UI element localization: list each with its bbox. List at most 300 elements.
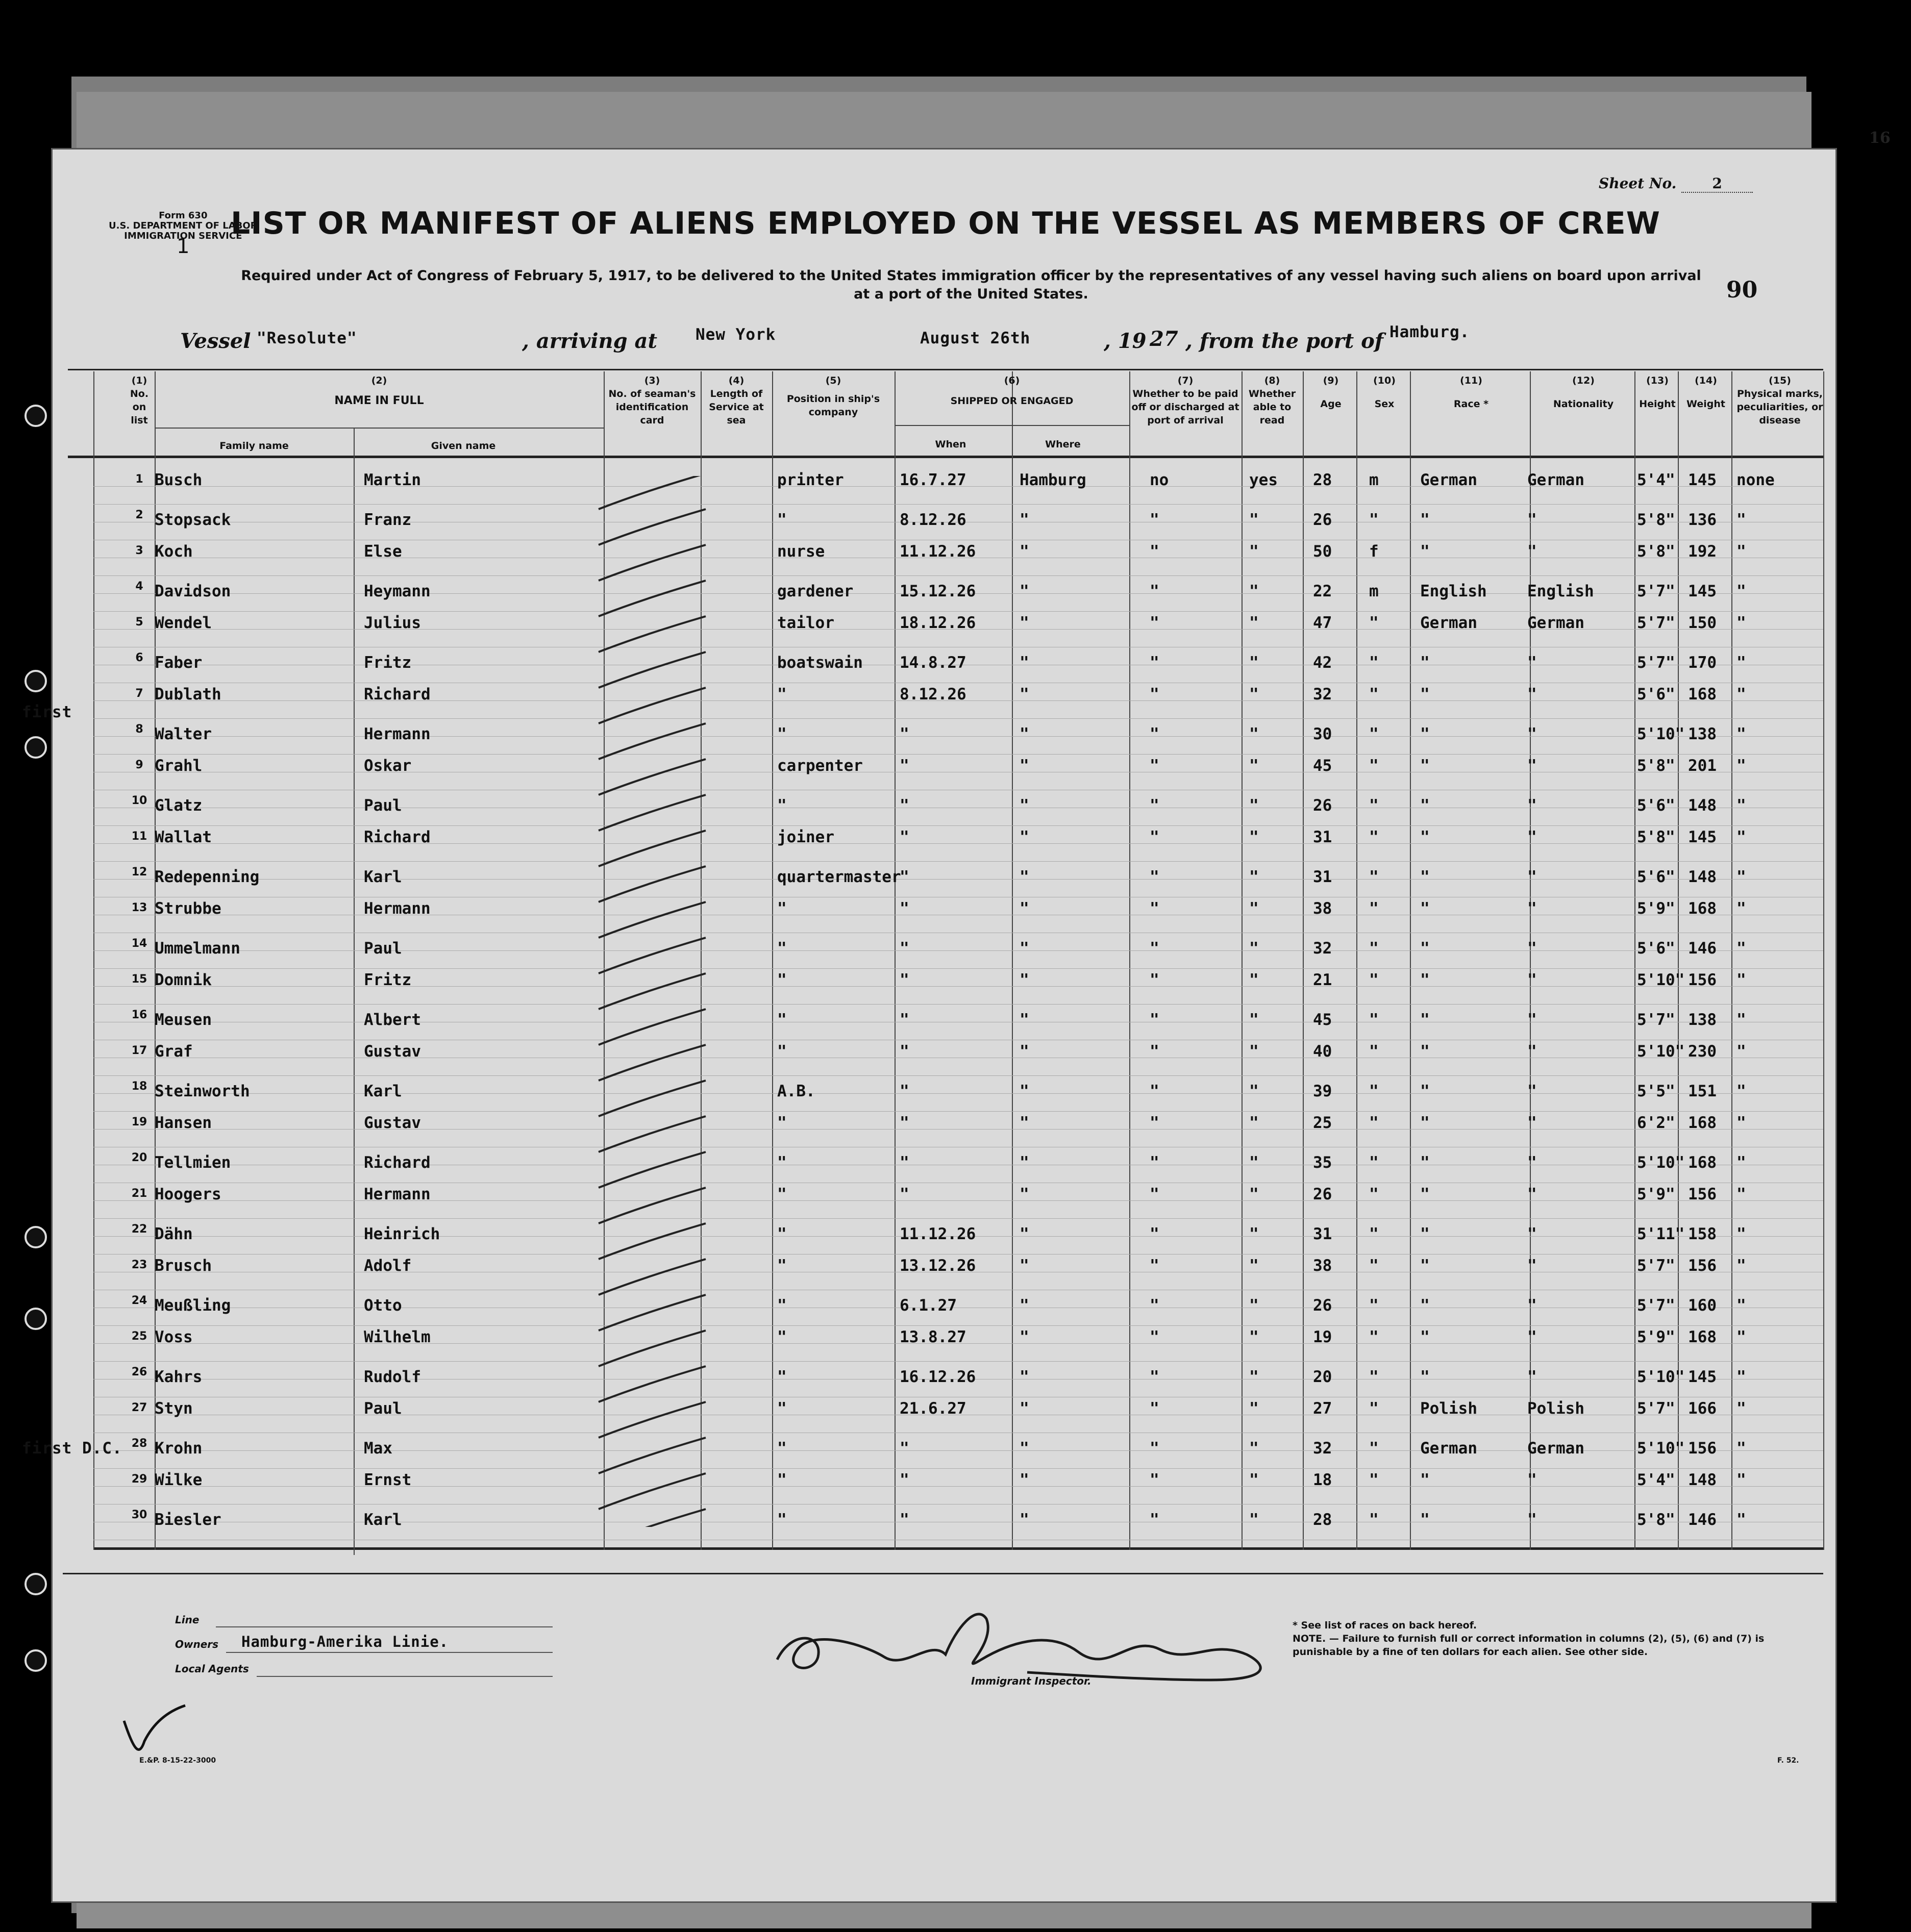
weight-cell: 148 (1688, 1471, 1717, 1489)
shipped-where-cell: " (1020, 757, 1029, 775)
position-cell: " (777, 1328, 787, 1346)
sex-cell: " (1369, 1225, 1379, 1243)
nationality-cell: " (1527, 796, 1537, 815)
paid-off-cell: " (1150, 757, 1159, 775)
sex-cell: " (1369, 1185, 1379, 1203)
check-stroke (599, 1473, 706, 1509)
given-name-cell: Karl (364, 1511, 402, 1529)
race-cell: German (1420, 471, 1477, 489)
age-cell: 32 (1313, 1439, 1332, 1458)
physical-marks-cell: " (1736, 582, 1746, 600)
paid-off-cell: " (1150, 868, 1159, 886)
check-stroke (599, 973, 706, 1009)
age-cell: 45 (1313, 1011, 1332, 1029)
check-stroke (599, 1438, 706, 1473)
family-name-cell: Brusch (155, 1257, 212, 1275)
column-rule (1356, 371, 1357, 1550)
row-number-cell: 14 (131, 937, 147, 950)
weight-cell: 192 (1688, 542, 1717, 561)
position-cell: " (777, 685, 787, 704)
ruled-line (93, 1075, 1823, 1076)
row-number-cell: 30 (131, 1509, 147, 1521)
weight-cell: 145 (1688, 582, 1717, 600)
family-name-cell: Redepenning (155, 868, 260, 886)
paid-off-cell: " (1150, 1153, 1159, 1172)
physical-marks-cell: " (1736, 868, 1746, 886)
family-name-cell: Kahrs (155, 1368, 203, 1386)
age-cell: 42 (1313, 654, 1332, 672)
race-cell: " (1420, 939, 1430, 958)
height-cell: 5'6" (1637, 868, 1675, 886)
nationality-cell: " (1527, 1082, 1537, 1100)
paid-off-cell: " (1150, 1257, 1159, 1275)
weight-cell: 156 (1688, 1185, 1717, 1203)
shipped-where-cell: " (1020, 511, 1029, 529)
paid-off-cell: " (1150, 1511, 1159, 1529)
able-to-read-cell: " (1249, 757, 1259, 775)
page-subtitle: Required under Act of Congress of February 5, 1917, to be delivered to the United States immigration officer by the representatives of any vessel having such aliens on board upon arrival at a port of the United States. (241, 268, 1701, 302)
given-name-cell: Adolf (364, 1257, 412, 1275)
physical-marks-cell: " (1736, 1471, 1746, 1489)
sheet-number: Sheet No. 2 (1599, 175, 1753, 193)
col4-header: (4) Length of Service at sea (709, 375, 764, 426)
row-number-cell: 29 (131, 1473, 147, 1486)
column-rule (1410, 371, 1411, 1550)
shipped-where-cell: " (1020, 1011, 1029, 1029)
weight-cell: 136 (1688, 511, 1717, 529)
paid-off-cell: " (1150, 971, 1159, 989)
paid-off-cell: " (1150, 685, 1159, 704)
race-cell: " (1420, 899, 1430, 918)
family-name-header: Family name (219, 440, 289, 451)
paid-off-cell: " (1150, 1011, 1159, 1029)
weight-cell: 201 (1688, 757, 1717, 775)
race-cell: " (1420, 796, 1430, 815)
family-name-cell: Faber (155, 654, 203, 672)
able-to-read-cell: " (1249, 1011, 1259, 1029)
paid-off-cell: " (1150, 828, 1159, 846)
position-cell: printer (777, 471, 844, 489)
able-to-read-cell: " (1249, 1225, 1259, 1243)
margin-note: first (22, 703, 72, 721)
line-underline (216, 1626, 553, 1627)
family-name-cell: Wallat (155, 828, 212, 846)
position-cell: " (777, 1114, 787, 1132)
position-cell: " (777, 1225, 787, 1243)
race-cell: " (1420, 1328, 1430, 1346)
ruled-line (93, 843, 1823, 844)
physical-marks-cell: " (1736, 511, 1746, 529)
family-name-cell: Krohn (155, 1439, 203, 1458)
footer-rule (63, 1573, 1823, 1574)
given-name-cell: Franz (364, 511, 412, 529)
family-name-cell: Stopsack (155, 511, 231, 529)
check-stroke (599, 1223, 706, 1259)
row-number-cell: 11 (131, 830, 147, 843)
check-stroke (599, 1081, 706, 1116)
row-number-cell: 5 (135, 616, 143, 629)
sex-cell: m (1369, 471, 1379, 489)
col15-header: (15) Physical marks, peculiarities, or disease (1736, 375, 1823, 426)
shipped-where-cell: " (1020, 1328, 1029, 1346)
nationality-cell: " (1527, 654, 1537, 672)
age-cell: 20 (1313, 1368, 1332, 1386)
height-cell: 5'9" (1637, 1328, 1675, 1346)
weight-cell: 168 (1688, 685, 1717, 704)
nationality-cell: " (1527, 1257, 1537, 1275)
ruled-line (93, 1004, 1823, 1005)
able-to-read-cell: " (1249, 1471, 1259, 1489)
shipped-where-cell: " (1020, 1296, 1029, 1315)
sex-cell: " (1369, 614, 1379, 632)
weight-cell: 148 (1688, 868, 1717, 886)
physical-marks-cell: " (1736, 939, 1746, 958)
physical-marks-cell: " (1736, 796, 1746, 815)
row-number-cell: 9 (135, 759, 143, 771)
ruled-line (93, 1093, 1823, 1094)
physical-marks-cell: " (1736, 828, 1746, 846)
physical-marks-cell: " (1736, 542, 1746, 561)
row-number-cell: 17 (131, 1044, 147, 1057)
ruled-line (93, 718, 1823, 719)
weight-cell: 146 (1688, 939, 1717, 958)
given-name-cell: Rudolf (364, 1368, 421, 1386)
shipped-where-cell: " (1020, 1511, 1029, 1529)
shipped-when-cell: " (900, 828, 909, 846)
sex-cell: " (1369, 685, 1379, 704)
position-cell: " (777, 971, 787, 989)
shipped-when-cell: " (900, 1471, 909, 1489)
paid-off-cell: " (1150, 725, 1159, 743)
height-cell: 5'7" (1637, 1011, 1675, 1029)
nationality-cell: " (1527, 1011, 1537, 1029)
shipped-where-cell: " (1020, 828, 1029, 846)
row-number-cell: 21 (131, 1187, 147, 1200)
given-name-cell: Paul (364, 1399, 402, 1418)
paid-off-cell: " (1150, 1082, 1159, 1100)
position-cell: " (777, 1296, 787, 1315)
sex-cell: " (1369, 1082, 1379, 1100)
row-number-cell: 23 (131, 1259, 147, 1271)
given-name-cell: Richard (364, 1153, 431, 1172)
ruled-line (93, 879, 1823, 880)
year-value: 27 (1150, 327, 1178, 351)
row-number-cell: 2 (135, 509, 143, 521)
row-number-cell: 20 (131, 1151, 147, 1164)
shipped-when-cell: " (900, 757, 909, 775)
column-rule (772, 371, 773, 1550)
shipped-where-cell: " (1020, 939, 1029, 958)
vessel-label: Vessel (180, 329, 251, 353)
age-cell: 32 (1313, 685, 1332, 704)
shipped-where-cell: " (1020, 899, 1029, 918)
nationality-cell: German (1527, 614, 1584, 632)
family-name-cell: Dähn (155, 1225, 193, 1243)
position-cell: " (777, 899, 787, 918)
race-cell: " (1420, 1011, 1430, 1029)
family-name-cell: Graf (155, 1042, 193, 1061)
paid-off-cell: " (1150, 1439, 1159, 1458)
row-number-cell: 7 (135, 687, 143, 700)
shipped-when-cell: 16.7.27 (900, 471, 966, 489)
check-stroke (599, 938, 706, 973)
position-cell: A.B. (777, 1082, 815, 1100)
race-cell: " (1420, 1368, 1430, 1386)
shipped-when-cell: " (900, 971, 909, 989)
sex-cell: " (1369, 1011, 1379, 1029)
age-cell: 35 (1313, 1153, 1332, 1172)
shipped-where-cell: " (1020, 1082, 1029, 1100)
family-name-cell: Koch (155, 542, 193, 561)
height-cell: 5'5" (1637, 1082, 1675, 1100)
ruled-line (93, 611, 1823, 612)
nationality-cell: Polish (1527, 1399, 1584, 1418)
physical-marks-cell: " (1736, 971, 1746, 989)
check-mark-icon (119, 1700, 190, 1757)
row-number-cell: 19 (131, 1116, 147, 1128)
sex-cell: " (1369, 1439, 1379, 1458)
given-name-cell: Fritz (364, 971, 412, 989)
given-name-cell: Karl (364, 1082, 402, 1100)
check-stroke (599, 759, 706, 795)
col6-header: (6) SHIPPED OR ENGAGED (950, 375, 1074, 407)
column-rule (354, 428, 355, 1555)
sex-cell: " (1369, 1471, 1379, 1489)
ruled-line (93, 1325, 1823, 1326)
nationality-cell: " (1527, 1296, 1537, 1315)
nationality-cell: " (1527, 1471, 1537, 1489)
able-to-read-cell: " (1249, 1511, 1259, 1529)
race-cell: German (1420, 1439, 1477, 1458)
family-name-cell: Walter (155, 725, 212, 743)
given-name-cell: Hermann (364, 725, 431, 743)
height-cell: 5'11" (1637, 1225, 1685, 1243)
height-cell: 5'7" (1637, 1399, 1675, 1418)
race-cell: " (1420, 1153, 1430, 1172)
col9-header: (9) Age (1320, 375, 1342, 410)
check-stroke (599, 1009, 706, 1045)
able-to-read-cell: " (1249, 939, 1259, 958)
shipped-when-cell: " (900, 1114, 909, 1132)
weight-cell: 156 (1688, 1439, 1717, 1458)
agents-label: Local Agents (175, 1663, 249, 1675)
physical-marks-cell: " (1736, 614, 1746, 632)
height-cell: 5'7" (1637, 1257, 1675, 1275)
given-name-cell: Heymann (364, 582, 431, 600)
able-to-read-cell: " (1249, 725, 1259, 743)
col8-header: (8) Whether able to read (1248, 375, 1296, 426)
subheader-rule (895, 425, 1129, 426)
nationality-cell: " (1527, 1042, 1537, 1061)
family-name-cell: Busch (155, 471, 203, 489)
ruled-line (93, 1111, 1823, 1112)
sex-cell: " (1369, 1328, 1379, 1346)
ruled-line (93, 825, 1823, 826)
binder-hole (24, 1573, 47, 1595)
shipped-where-cell: " (1020, 1042, 1029, 1061)
height-cell: 5'7" (1637, 582, 1675, 600)
age-cell: 28 (1313, 471, 1332, 489)
shipped-when-cell: " (900, 1511, 909, 1529)
position-cell: boatswain (777, 654, 863, 672)
height-cell: 5'8" (1637, 1511, 1675, 1529)
age-cell: 39 (1313, 1082, 1332, 1100)
given-name-cell: Gustav (364, 1042, 421, 1061)
page-number: 90 (1726, 277, 1758, 303)
ruled-line (93, 861, 1823, 862)
able-to-read-cell: " (1249, 582, 1259, 600)
shipped-when-cell: 13.8.27 (900, 1328, 966, 1346)
col10-header: (10) Sex (1373, 375, 1396, 410)
weight-cell: 145 (1688, 828, 1717, 846)
nationality-cell: " (1527, 725, 1537, 743)
check-stroke (599, 723, 706, 759)
check-stroke (599, 652, 706, 688)
given-name-cell: Wilhelm (364, 1328, 431, 1346)
race-cell: " (1420, 1471, 1430, 1489)
paid-off-cell: " (1150, 582, 1159, 600)
race-cell: " (1420, 1185, 1430, 1203)
paid-off-cell: " (1150, 1399, 1159, 1418)
sex-cell: " (1369, 1296, 1379, 1315)
weight-cell: 168 (1688, 1114, 1717, 1132)
family-name-cell: Glatz (155, 796, 203, 815)
family-name-cell: Meusen (155, 1011, 212, 1029)
row-number-cell: 24 (131, 1294, 147, 1307)
able-to-read-cell: " (1249, 1257, 1259, 1275)
given-name-cell: Otto (364, 1296, 402, 1315)
paid-off-cell: " (1150, 1296, 1159, 1315)
row-number-cell: 15 (131, 973, 147, 986)
age-cell: 30 (1313, 725, 1332, 743)
given-name-cell: Ernst (364, 1471, 412, 1489)
height-cell: 5'10" (1637, 1042, 1685, 1061)
shipped-where-cell: " (1020, 1439, 1029, 1458)
age-cell: 26 (1313, 1185, 1332, 1203)
binder-hole (24, 736, 47, 759)
height-cell: 5'8" (1637, 511, 1675, 529)
check-stroke (599, 1402, 706, 1438)
physical-marks-cell: " (1736, 1185, 1746, 1203)
position-cell: " (777, 1368, 787, 1386)
height-cell: 5'7" (1637, 654, 1675, 672)
race-cell: " (1420, 1042, 1430, 1061)
race-cell: English (1420, 582, 1487, 600)
row-number-cell: 12 (131, 866, 147, 879)
ruled-line (93, 1129, 1823, 1130)
check-stroke (599, 1045, 706, 1081)
sex-cell: m (1369, 582, 1379, 600)
age-cell: 32 (1313, 939, 1332, 958)
agents-underline (257, 1676, 553, 1677)
given-name-cell: Max (364, 1439, 392, 1458)
sex-cell: " (1369, 1257, 1379, 1275)
weight-cell: 151 (1688, 1082, 1717, 1100)
position-cell: " (777, 1257, 787, 1275)
nationality-cell: " (1527, 828, 1537, 846)
family-name-cell: Biesler (155, 1511, 221, 1529)
able-to-read-cell: " (1249, 614, 1259, 632)
shipped-when-cell: 6.1.27 (900, 1296, 957, 1315)
able-to-read-cell: " (1249, 796, 1259, 815)
ruled-line (93, 504, 1823, 505)
age-cell: 31 (1313, 868, 1332, 886)
height-cell: 5'9" (1637, 899, 1675, 918)
able-to-read-cell: " (1249, 899, 1259, 918)
sex-cell: " (1369, 1114, 1379, 1132)
family-name-cell: Wilke (155, 1471, 203, 1489)
able-to-read-cell: " (1249, 868, 1259, 886)
col3-header: (3) No. of seaman's identification card (608, 375, 696, 426)
position-cell: " (777, 796, 787, 815)
nationality-cell: " (1527, 685, 1537, 704)
race-cell: " (1420, 757, 1430, 775)
shipped-where-cell: " (1020, 582, 1029, 600)
column-rule (1012, 371, 1013, 1550)
shipped-when-cell: 18.12.26 (900, 614, 976, 632)
shipped-where-cell: " (1020, 725, 1029, 743)
row-number-cell: 1 (135, 473, 143, 486)
shipped-when-cell: " (900, 1042, 909, 1061)
sex-cell: " (1369, 725, 1379, 743)
weight-cell: 145 (1688, 1368, 1717, 1386)
weight-cell: 146 (1688, 1511, 1717, 1529)
shipped-where-cell: " (1020, 542, 1029, 561)
race-cell: " (1420, 1114, 1430, 1132)
able-to-read-cell: yes (1249, 471, 1278, 489)
weight-cell: 168 (1688, 1153, 1717, 1172)
shipped-when-cell: " (900, 796, 909, 815)
height-cell: 5'10" (1637, 725, 1685, 743)
shipped-when-cell: 11.12.26 (900, 1225, 976, 1243)
nationality-cell: " (1527, 1153, 1537, 1172)
age-cell: 40 (1313, 1042, 1332, 1061)
column-rule (1303, 371, 1304, 1550)
age-cell: 21 (1313, 971, 1332, 989)
paid-off-cell: " (1150, 939, 1159, 958)
margin-note: first D.C. (22, 1439, 122, 1458)
ruled-line (93, 1218, 1823, 1219)
physical-marks-cell: " (1736, 1296, 1746, 1315)
race-cell: " (1420, 1257, 1430, 1275)
position-cell: " (777, 1011, 787, 1029)
physical-marks-cell: " (1736, 1042, 1746, 1061)
paid-off-cell: no (1150, 471, 1169, 489)
row-number-cell: 3 (135, 544, 143, 557)
shipped-when-cell: " (900, 1439, 909, 1458)
binder-hole (24, 670, 47, 692)
position-cell: quartermaster (777, 868, 901, 886)
printer-mark: E.&P. 8-15-22-3000 (139, 1757, 216, 1765)
form-code: F. 52. (1777, 1757, 1799, 1765)
physical-marks-cell: " (1736, 654, 1746, 672)
age-cell: 38 (1313, 1257, 1332, 1275)
shipped-when-cell: " (900, 1011, 909, 1029)
height-cell: 5'7" (1637, 614, 1675, 632)
physical-marks-cell: " (1736, 1399, 1746, 1418)
height-cell: 5'10" (1637, 1153, 1685, 1172)
sex-cell: " (1369, 939, 1379, 958)
age-cell: 50 (1313, 542, 1332, 561)
sex-cell: " (1369, 757, 1379, 775)
weight-cell: 156 (1688, 1257, 1717, 1275)
nationality-cell: " (1527, 1114, 1537, 1132)
nationality-cell: English (1527, 582, 1594, 600)
weight-cell: 170 (1688, 654, 1717, 672)
height-cell: 5'6" (1637, 796, 1675, 815)
shipped-when-cell: 8.12.26 (900, 685, 966, 704)
header-bottom-rule (68, 456, 1823, 458)
